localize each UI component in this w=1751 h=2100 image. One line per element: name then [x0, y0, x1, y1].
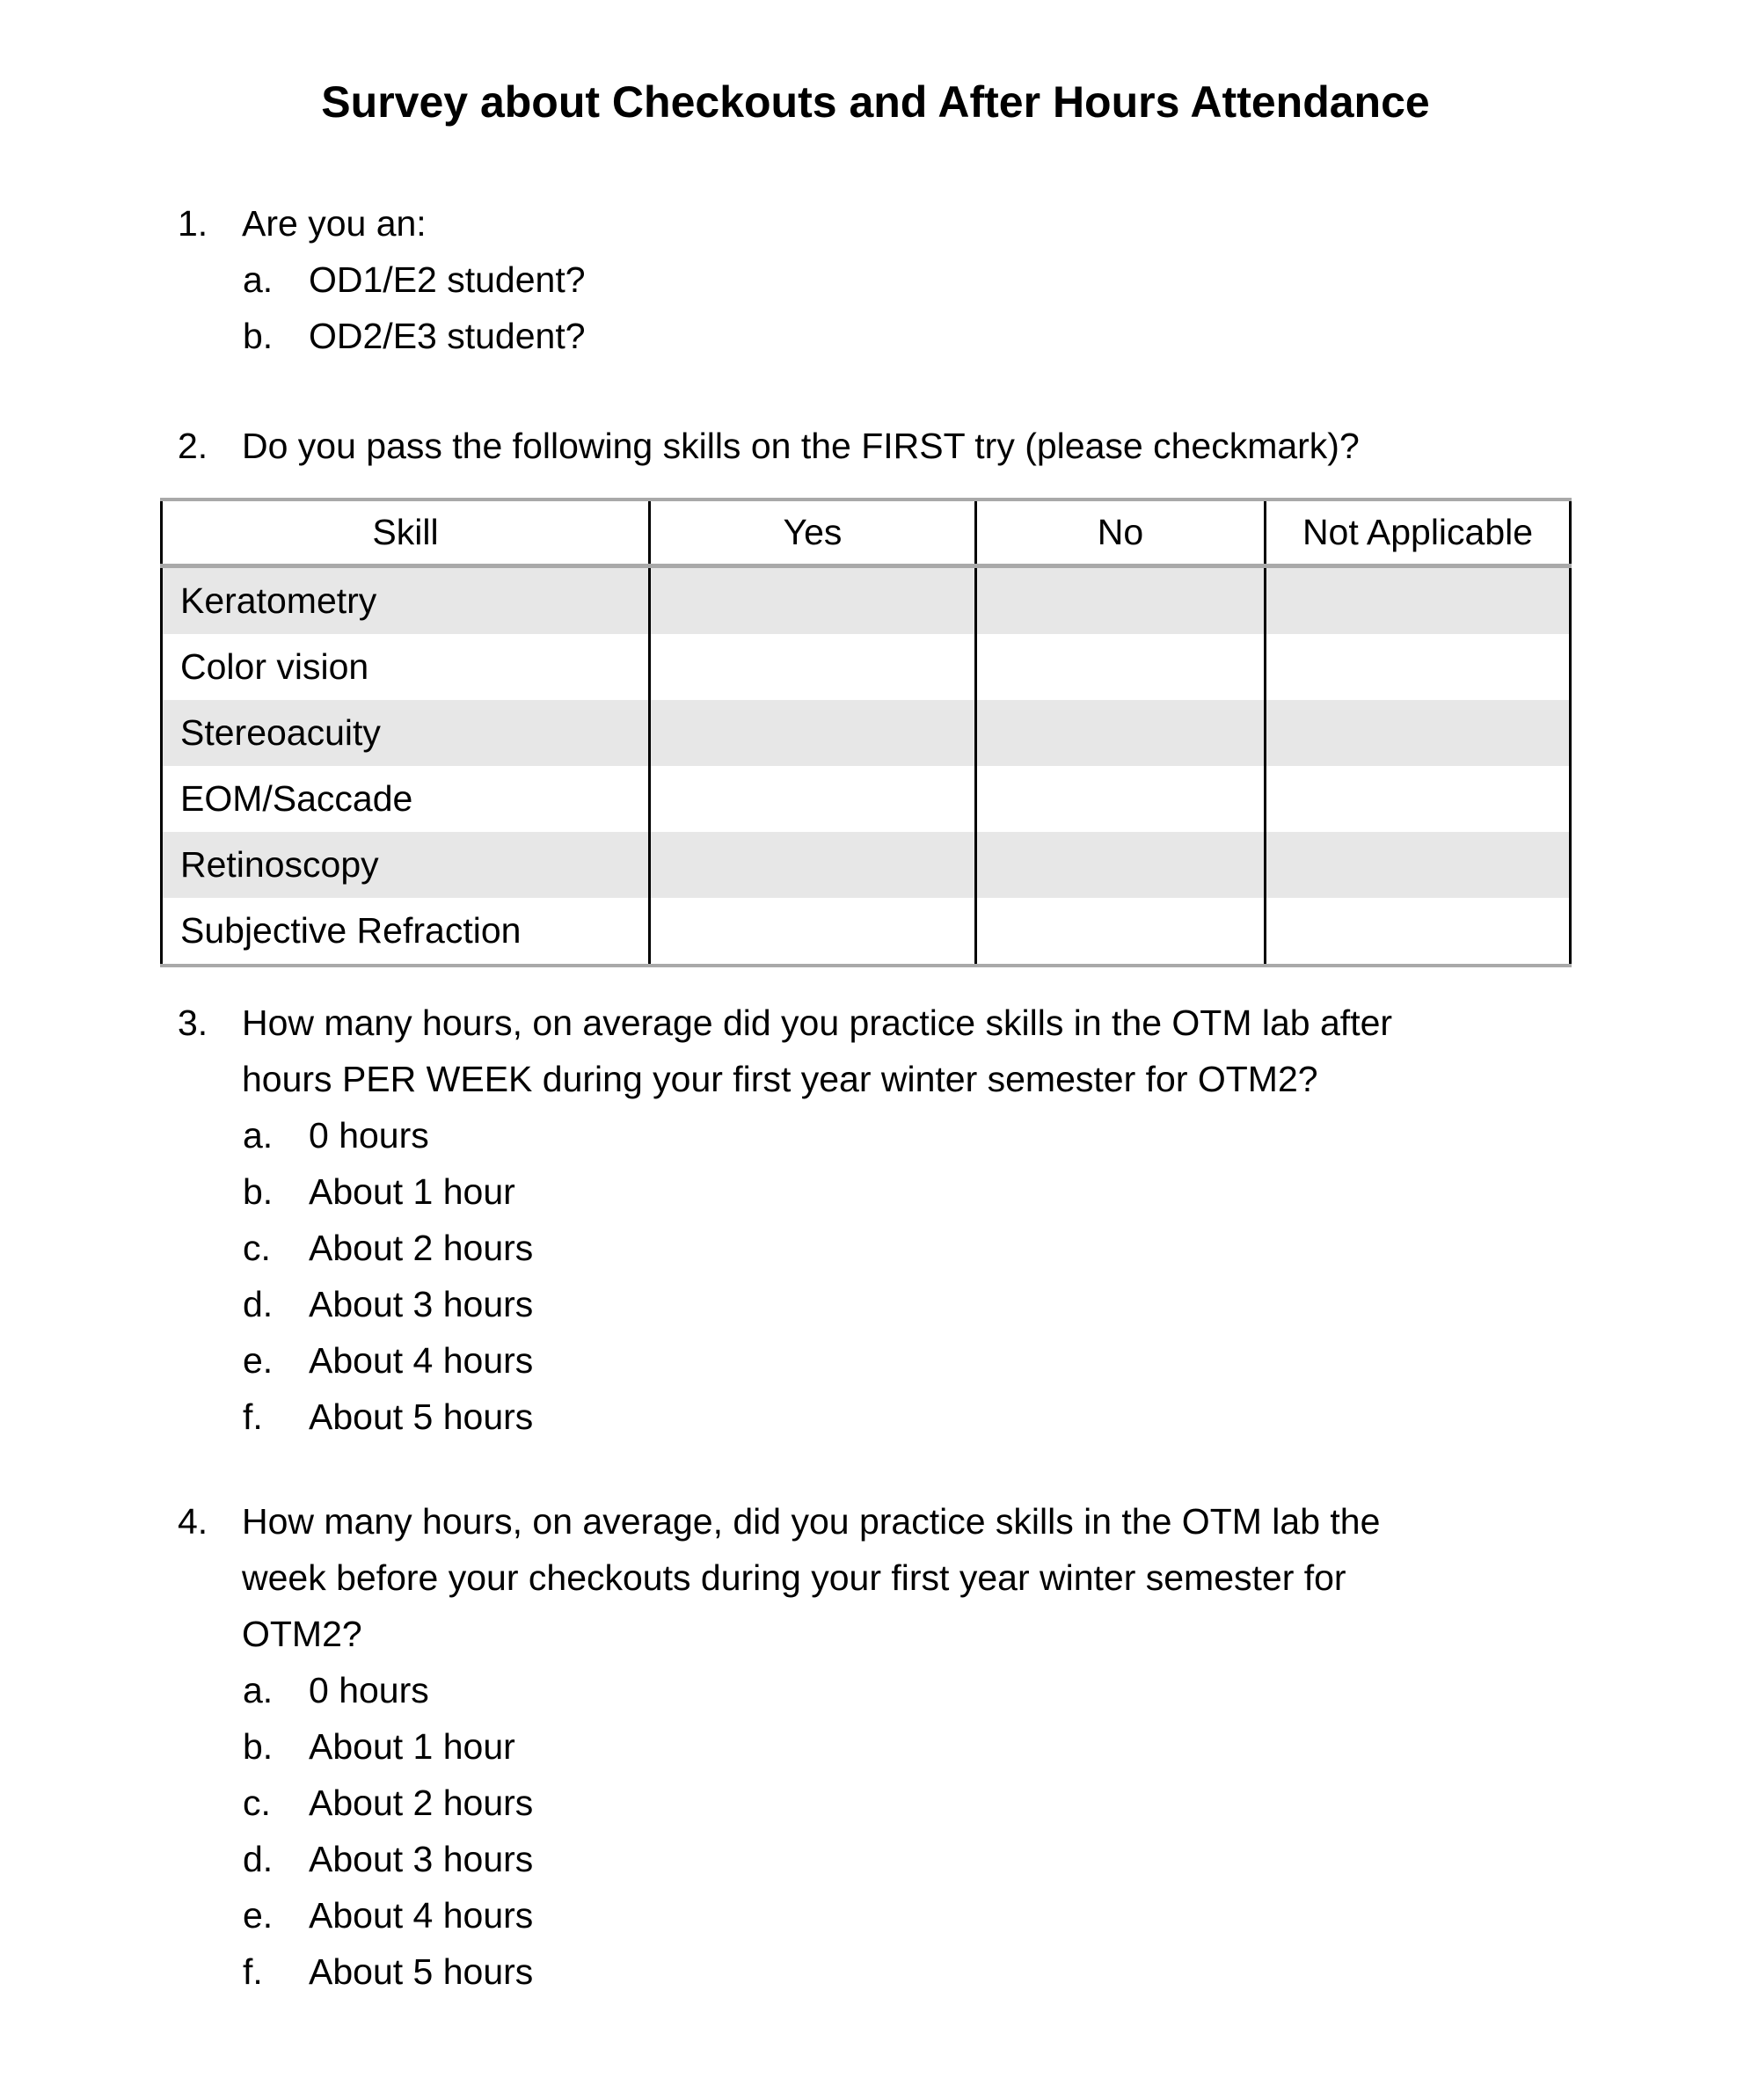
option-label: About 5 hours: [309, 1951, 534, 1992]
option-label: About 1 hour: [309, 1726, 515, 1767]
answer-cell-yes: [648, 898, 974, 964]
question-1-text: Are you an:: [242, 203, 427, 244]
answer-cell-no: [974, 568, 1264, 634]
option-label: About 3 hours: [309, 1284, 534, 1324]
table-row-keratometry: [160, 568, 1572, 634]
option-marker: b.: [243, 1171, 274, 1212]
option-marker: e.: [243, 1340, 274, 1381]
option-label: 0 hours: [309, 1115, 429, 1156]
question-2-line: [0, 418, 1751, 474]
question-1-option-b: [0, 308, 1751, 364]
question-3-number: 3.: [178, 1003, 208, 1043]
option-label: OD1/E2 student?: [309, 259, 586, 300]
answer-cell-yes: [648, 568, 974, 634]
question-3-line-1: [0, 995, 1751, 1051]
table-row-subjective-refraction: [160, 898, 1572, 964]
option-marker: d.: [243, 1839, 274, 1879]
answer-cell-not-applicable: [1264, 700, 1572, 766]
skill-label: Subjective Refraction: [160, 898, 648, 964]
question-1-option-a: [0, 252, 1751, 308]
option-marker: f.: [243, 1951, 263, 1992]
answer-cell-no: [974, 700, 1264, 766]
table-row-eom-saccade: [160, 766, 1572, 832]
question-2-number: 2.: [178, 426, 208, 466]
option-label: About 2 hours: [309, 1783, 534, 1823]
question-4: [0, 1493, 1751, 2000]
question-4-option-c: [0, 1775, 1751, 1831]
question-4-text-line-1: How many hours, on average, did you practice skills in the OTM lab the: [242, 1501, 1381, 1542]
question-3-text-line-1: How many hours, on average did you practice skills in the OTM lab after: [242, 1003, 1393, 1043]
option-label: About 4 hours: [309, 1895, 534, 1936]
question-1: [0, 195, 1751, 364]
question-4-text-line-3: OTM2?: [242, 1614, 362, 1654]
skill-label: Stereoacuity: [160, 700, 648, 766]
header-cell-no: No: [974, 501, 1264, 564]
question-2: [0, 418, 1751, 474]
answer-cell-not-applicable: [1264, 832, 1572, 898]
question-4-number: 4.: [178, 1501, 208, 1542]
header-cell-skill: Skill: [160, 501, 648, 564]
header-cell-yes: Yes: [648, 501, 974, 564]
question-4-text-line-2: week before your checkouts during your first year winter semester for: [242, 1557, 1346, 1598]
question-4-option-d: [0, 1831, 1751, 1887]
question-3-option-d: [0, 1276, 1751, 1332]
answer-cell-no: [974, 898, 1264, 964]
table-row-retinoscopy: [160, 832, 1572, 898]
question-4-option-e: [0, 1887, 1751, 1943]
question-4-line-1: [0, 1493, 1751, 1549]
question-3-option-e: [0, 1332, 1751, 1389]
skills-table: [160, 498, 1572, 967]
answer-cell-no: [974, 766, 1264, 832]
question-4-option-b: [0, 1718, 1751, 1775]
document-title: Survey about Checkouts and After Hours Attendance: [321, 77, 1430, 127]
question-4-option-f: [0, 1943, 1751, 2000]
answer-cell-yes: [648, 766, 974, 832]
answer-cell-yes: [648, 832, 974, 898]
answer-cell-no: [974, 634, 1264, 700]
option-marker: e.: [243, 1895, 274, 1936]
question-1-line: [0, 195, 1751, 252]
skills-table-header-row: [160, 501, 1572, 568]
answer-cell-yes: [648, 634, 974, 700]
option-marker: a.: [243, 1670, 274, 1710]
question-3-option-a: [0, 1107, 1751, 1163]
question-3: [0, 995, 1751, 1445]
question-4-line-2: [0, 1549, 1751, 1606]
answer-cell-not-applicable: [1264, 568, 1572, 634]
option-label: About 5 hours: [309, 1396, 534, 1437]
question-3-option-c: [0, 1220, 1751, 1276]
skill-label: Color vision: [160, 634, 648, 700]
question-4-line-3: [0, 1606, 1751, 1662]
option-label: About 4 hours: [309, 1340, 534, 1381]
answer-cell-yes: [648, 700, 974, 766]
header-cell-not-applicable: Not Applicable: [1264, 501, 1572, 564]
option-label: About 3 hours: [309, 1839, 534, 1879]
option-label: About 1 hour: [309, 1171, 515, 1212]
question-2-text: Do you pass the following skills on the FIRST try (please checkmark)?: [242, 426, 1360, 466]
option-marker: f.: [243, 1396, 263, 1437]
option-marker: a.: [243, 1115, 274, 1156]
answer-cell-not-applicable: [1264, 898, 1572, 964]
option-marker: c.: [243, 1783, 271, 1823]
question-3-text-line-2: hours PER WEEK during your first year winter semester for OTM2?: [242, 1059, 1318, 1099]
question-3-line-2: [0, 1051, 1751, 1107]
option-label: OD2/E3 student?: [309, 316, 586, 356]
question-3-option-f: [0, 1389, 1751, 1445]
answer-cell-no: [974, 832, 1264, 898]
table-row-stereoacuity: [160, 700, 1572, 766]
skill-label: Keratometry: [160, 568, 648, 634]
question-1-number: 1.: [178, 203, 208, 244]
option-marker: b.: [243, 1726, 274, 1767]
question-3-option-b: [0, 1163, 1751, 1220]
answer-cell-not-applicable: [1264, 634, 1572, 700]
option-marker: b.: [243, 316, 274, 356]
question-4-option-a: [0, 1662, 1751, 1718]
option-marker: a.: [243, 259, 274, 300]
option-label: About 2 hours: [309, 1228, 534, 1268]
skill-label: EOM/Saccade: [160, 766, 648, 832]
option-marker: d.: [243, 1284, 274, 1324]
answer-cell-not-applicable: [1264, 766, 1572, 832]
skill-label: Retinoscopy: [160, 832, 648, 898]
option-marker: c.: [243, 1228, 271, 1268]
option-label: 0 hours: [309, 1670, 429, 1710]
table-row-color-vision: [160, 634, 1572, 700]
